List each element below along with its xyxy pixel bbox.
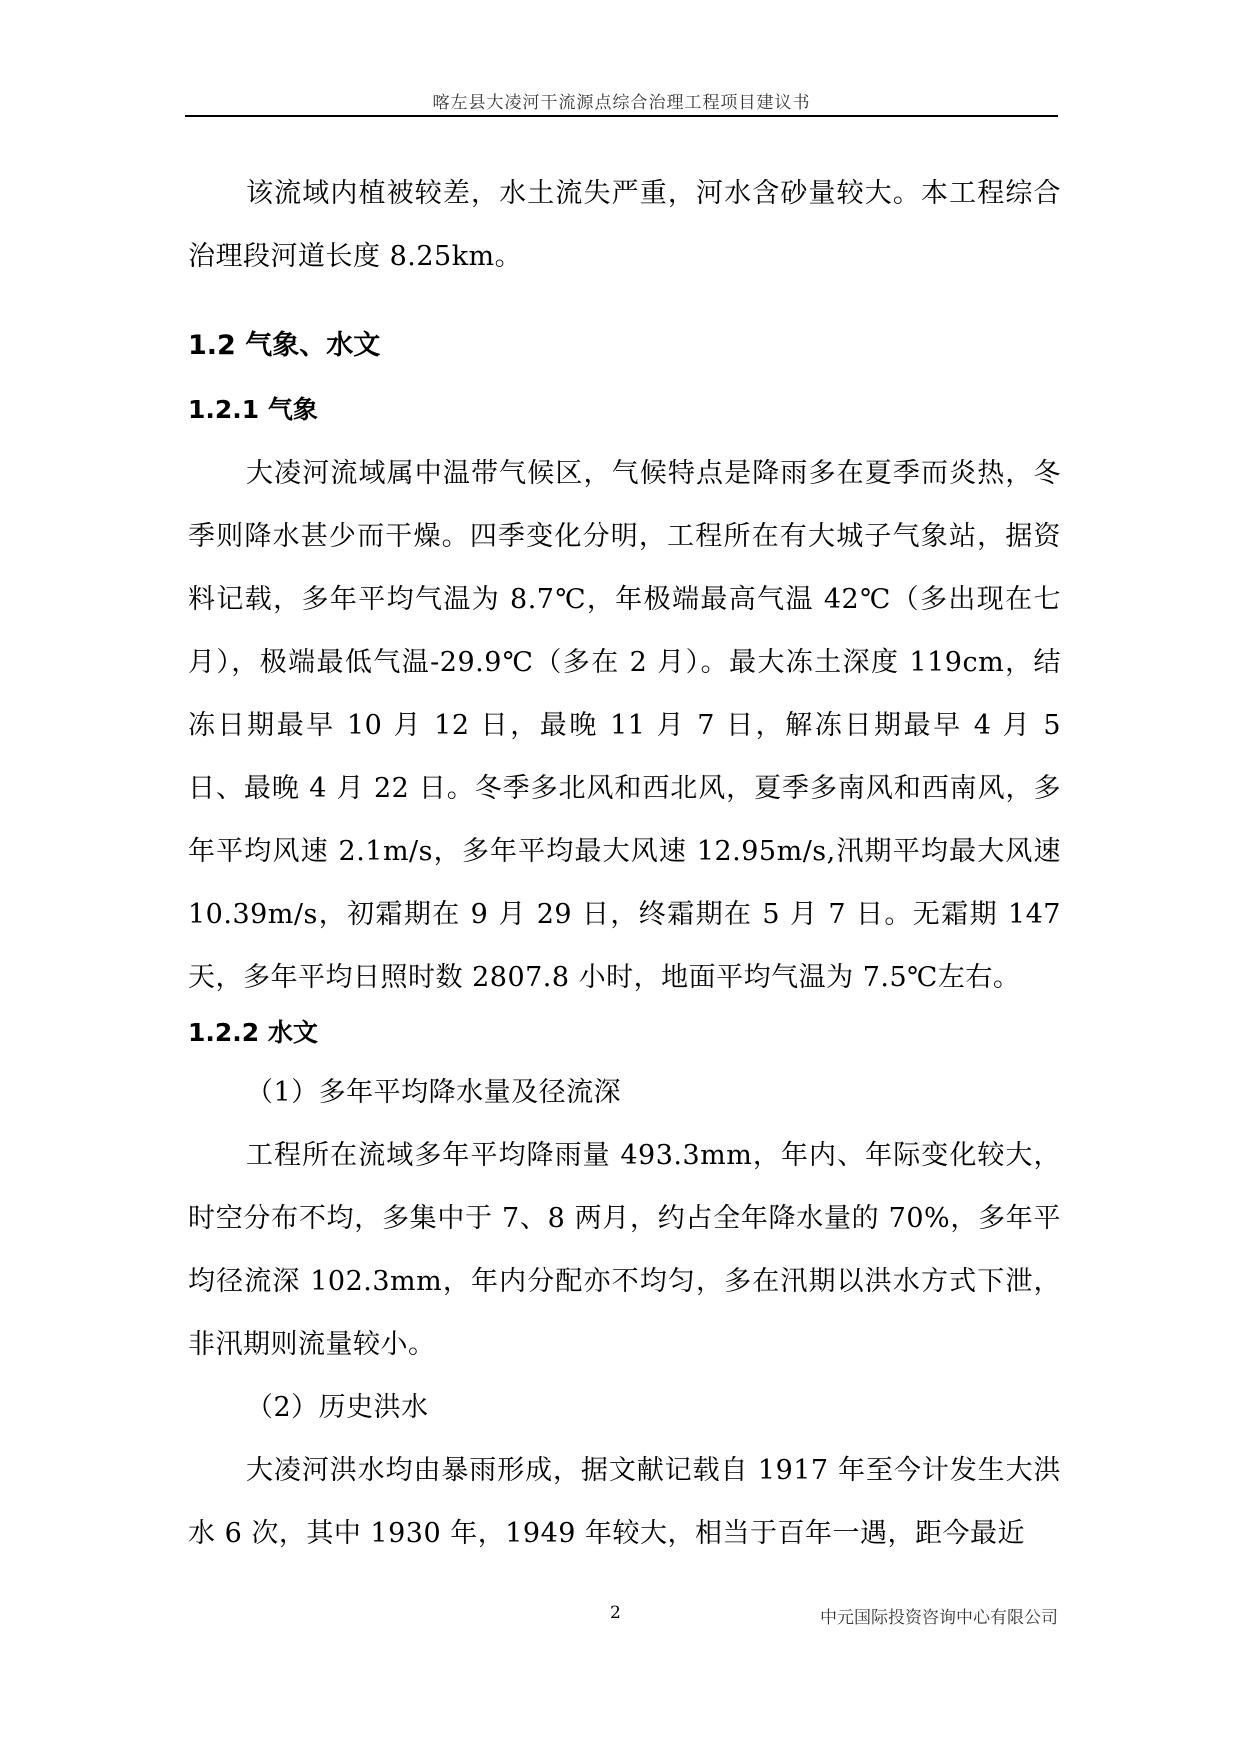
climate-paragraph: 大凌河流域属中温带气候区，气候特点是降雨多在夏季而炎热，冬季则降水甚少而干燥。四季变化分明，工程所在有大城子气象站，据资料记载，多年平均气温为 8.7℃，年极端最高气温 42℃（多出现在七月），极端最低气温-29.9℃（多在 2 月）。最大冻土深度 119cm，结冻日期最早 10 月 12 日，最晚 11 月 7 日，解冻日期最早 4 月 5 日、最晚 4 月 22 日。冬季多北风和西北风，夏季多南风和西南风，多年平均风速 2.1m/s，多年平均最大风速 12.95m/s,汛期平均最大风速 10.39m/s，初霜期在 9 月 29 日，终霜期在 5 月 7 日。无霜期 147 天，多年平均日照时数 2807.8 小时，地面平均气温为 7.5℃左右。: [188, 458, 1061, 993]
page-number: 2: [610, 1603, 621, 1623]
section-heading-1-2-1: 1.2.1 气象: [188, 395, 318, 424]
page-body: [188, 162, 1061, 1565]
rainfall-paragraph: 工程所在流域多年平均降雨量 493.3mm，年内、年际变化较大，时空分布不均，多集中于 7、8 两月，约占全年降水量的 70%，多年平均径流深 102.3mm，年内分配亦不均匀，多在汛期以洪水方式下泄，非汛期则流量较小。: [188, 1140, 1061, 1360]
flood-paragraph: 大凌河洪水均由暴雨形成，据文献记载自 1917 年至今计发生大洪水 6 次，其中 1930 年，1949 年较大，相当于百年一遇，距今最近: [188, 1455, 1061, 1549]
footer-company: 中元国际投资咨询中心有限公司: [820, 1608, 1058, 1628]
list-item-flood: （2）历史洪水: [246, 1392, 429, 1423]
running-header: 喀左县大凌河干流源点综合治理工程项目建议书: [432, 93, 811, 113]
intro-paragraph: 该流域内植被较差，水土流失严重，河水含砂量较大。本工程综合治理段河道长度 8.25km。: [188, 178, 1061, 272]
section-heading-1-2-2: 1.2.2 水文: [188, 1018, 318, 1047]
list-item-rainfall: （1）多年平均降水量及径流深: [246, 1077, 622, 1108]
header-rule: [185, 115, 1058, 117]
section-heading-1-2: 1.2 气象、水文: [188, 330, 381, 361]
